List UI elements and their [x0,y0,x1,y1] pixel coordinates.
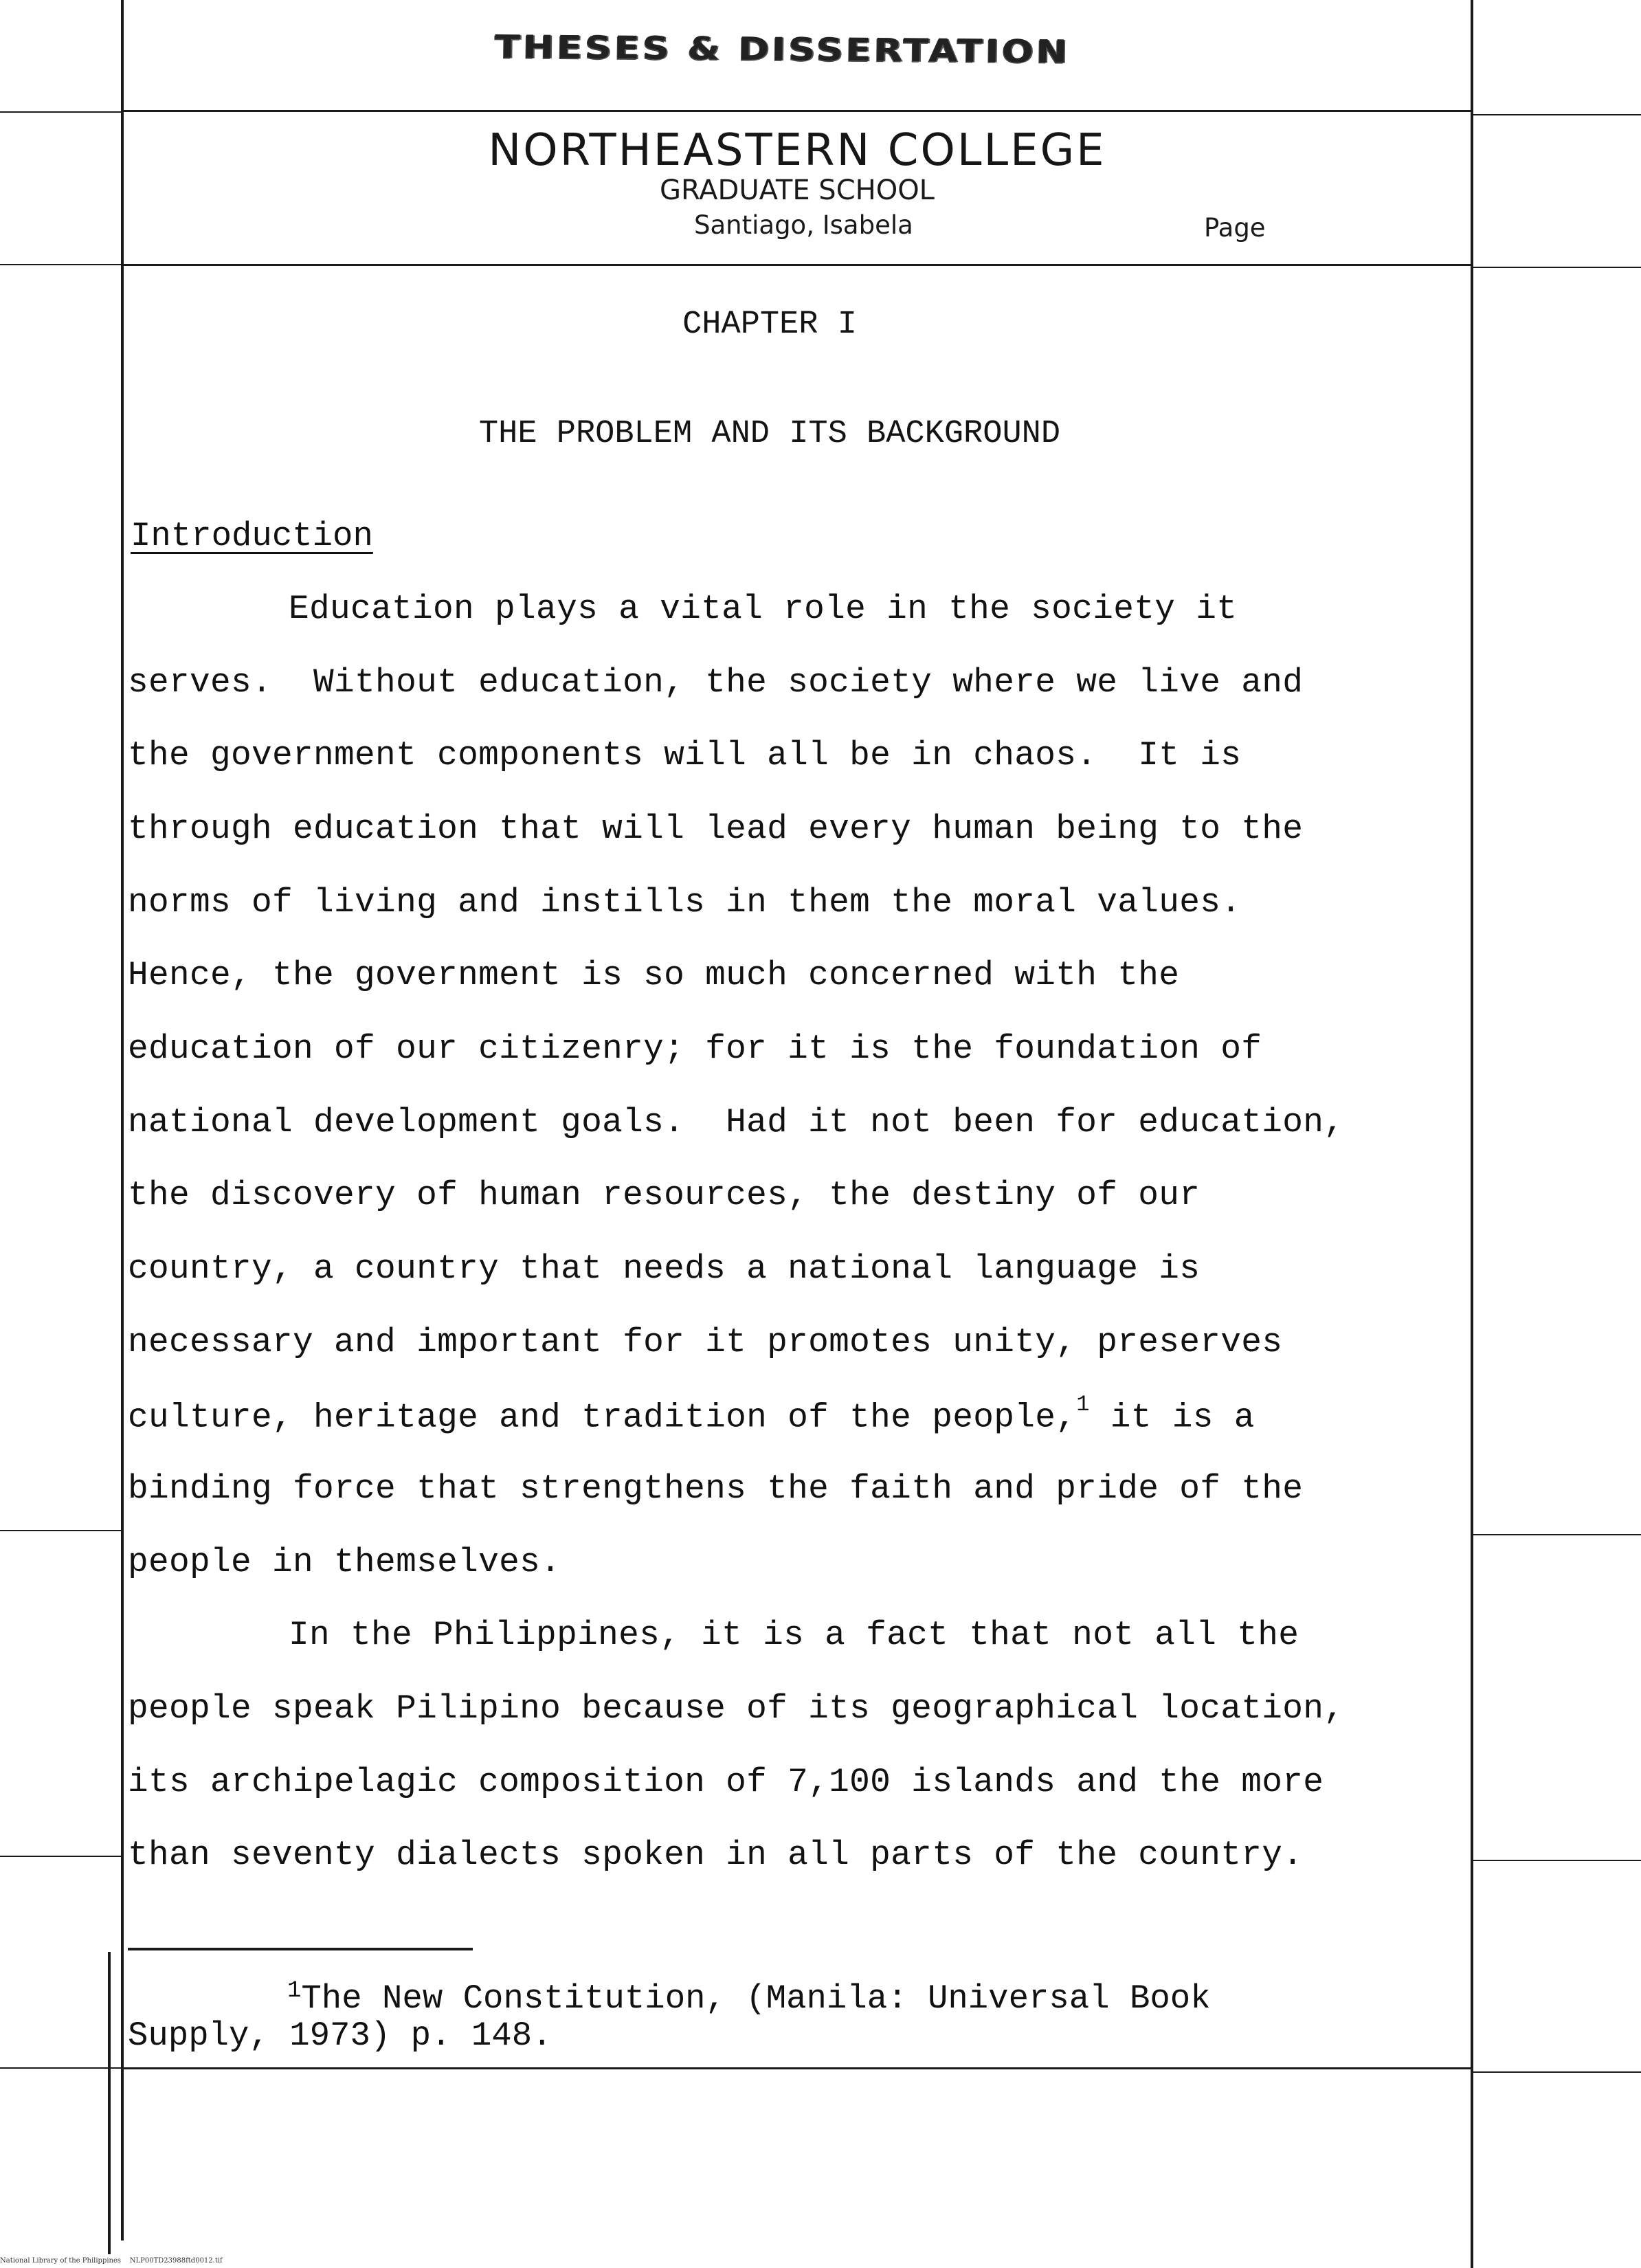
body-line: Hence, the government is so much concerned with the [128,956,1180,994]
body-line: binding force that strengthens the faith and pride of the [128,1469,1304,1508]
left-margin-line [108,1952,111,2254]
body-line [128,1392,1255,1437]
body-line: through education that will lead every human being to the [128,810,1304,848]
body-line: its archipelagic composition of 7,100 islands and the more [128,1763,1324,1801]
header-bottom-rule [121,264,1471,266]
body-line: education of our citizenry; for it is the foundation of [128,1030,1262,1068]
left-tick-upper [0,264,121,265]
college-name: NORTHEASTERN COLLEGE [488,125,1106,176]
chapter-title: THE PROBLEM AND ITS BACKGROUND [478,416,1061,452]
body-line: than seventy dialects spoken in all parts of the country. [128,1836,1304,1874]
footnote-line [128,1979,1211,2018]
footnote-text: The New Constitution, (Manila: Universal Book [301,1979,1211,2018]
chapter-heading: CHAPTER I [682,307,857,343]
right-tick-bottom [1473,2071,1641,2073]
left-tick-lower [0,1856,121,1857]
scan-credit: National Library of the Philippines NLP00TD23988ftd0012.tif [0,2257,223,2265]
right-tick-lower [1473,1860,1641,1861]
left-tick-bottom [0,2067,121,2069]
left-tick-top [0,111,121,113]
section-heading: Introduction [131,517,373,555]
body-line: national development goals. Had it not been for education, [128,1103,1345,1142]
page-label: Page [1204,213,1266,243]
footnote-reference: 1 [1076,1392,1090,1417]
body-line: Education plays a vital role in the society it [289,590,1238,628]
body-line: In the Philippines, it is a fact that not all the [289,1616,1299,1654]
footnote-mark: 1 [287,1978,302,2004]
college-address: Santiago, Isabela [694,210,913,240]
right-tick-middle [1473,1534,1641,1535]
body-line: necessary and important for it promotes unity, preserves [128,1323,1283,1361]
body-line: the government components will all be in chaos. It is [128,736,1242,775]
body-line: serves. Without education, the society where we live and [128,663,1304,702]
body-line: country, a country that needs a national language is [128,1249,1201,1288]
footnote-separator [128,1948,473,1950]
footnote-line: Supply, 1973) p. 148. [128,2016,552,2055]
body-line: people speak Pilipino because of its geographical location, [128,1689,1345,1728]
graduate-school: GRADUATE SCHOOL [660,175,935,206]
footer-rule [121,2067,1471,2069]
body-line: people in themselves. [128,1543,561,1581]
header-top-rule [121,110,1471,112]
theses-dissertation-stamp: THESES & DISSERTATION [494,28,1071,70]
body-line-text: it is a [1089,1398,1255,1437]
right-tick-top [1473,114,1641,115]
body-line: the discovery of human resources, the destiny of our [128,1176,1201,1214]
left-tick-middle [0,1530,121,1531]
body-line-text: culture, heritage and tradition of the people, [128,1398,1077,1437]
right-tick-upper [1473,267,1641,268]
body-line: norms of living and instills in them the moral values. [128,883,1242,922]
